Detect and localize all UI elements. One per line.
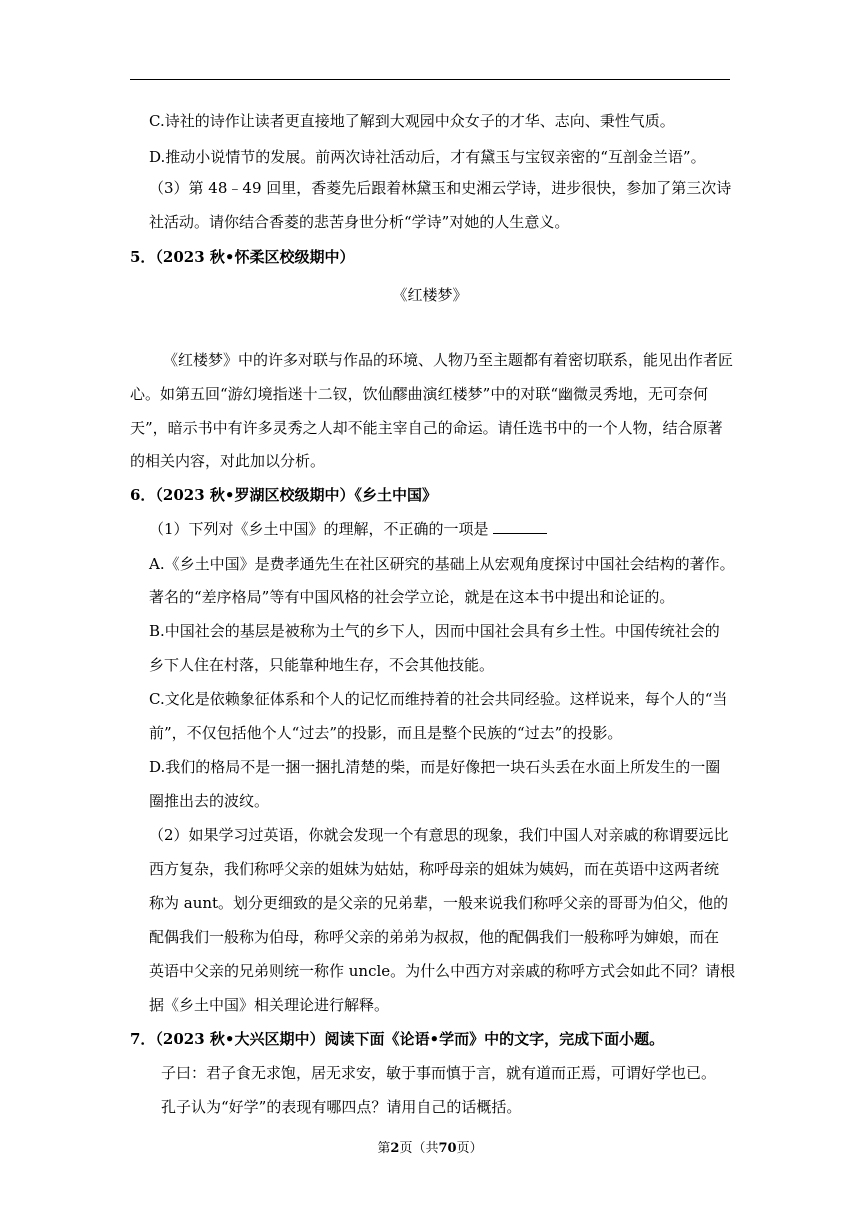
q6-option-d-line2: 圈推出去的波纹。 (149, 792, 270, 810)
q6-sub2-line5: 英语中父亲的兄弟则统一称作 uncle。为什么中西方对亲戚的称呼方式会如此不同？请根 (149, 962, 736, 980)
q4-option-c: C.诗社的诗作让读者更直接地了解到大观园中众女子的才华、志向、秉性气质。 (149, 112, 675, 130)
q7-question: 孔子认为“好学”的表现有哪四点？请用自己的话概括。 (161, 1098, 522, 1116)
q5-paragraph-line1: 《红楼梦》中的许多对联与作品的环境、人物乃至主题都有着密切联系，能见出作者匠 (163, 351, 734, 369)
footer-suffix: 页） (456, 1141, 483, 1156)
q5-paragraph-line4: 的相关内容，对此加以分析。 (130, 452, 326, 470)
total-pages: 70 (438, 1141, 457, 1156)
header-rule (130, 79, 730, 80)
footer-middle: 页（共 (399, 1141, 439, 1156)
answer-blank (493, 519, 547, 534)
q6-sub1-text: （1）下列对《乡土中国》的理解，不正确的一项是 (149, 520, 489, 538)
q6-sub2-line1: （2）如果学习过英语，你就会发现一个有意思的现象，我们中国人对亲戚的称谓要远比 (149, 826, 729, 844)
q6-sub2-line4: 配偶我们一般称为伯母，称呼父亲的弟弟为叔叔，他的配偶我们一般称呼为婶娘，而在 (149, 928, 720, 946)
q5-paragraph-line3: 天”，暗示书中有许多灵秀之人却不能主宰自己的命运。请任选书中的一个人物，结合原著 (130, 419, 723, 437)
q6-option-c-line2: 前”，不仅包括他个人“过去”的投影，而且是整个民族的“过去”的投影。 (149, 724, 623, 742)
q6-sub2-line2: 西方复杂，我们称呼父亲的姐妹为姑姑，称呼母亲的姐妹为姨妈，而在英语中这两者统 (149, 860, 720, 878)
q6-option-d-line1: D.我们的格局不是一捆一捆扎清楚的柴，而是好像把一块石头丢在水面上所发生的一圈 (149, 758, 721, 776)
q6-header: 6．（2023 秋•罗湖区校级期中）《乡土中国》 (130, 486, 437, 504)
q6-option-a-line1: A.《乡土中国》是费孝通先生在社区研究的基础上从宏观角度探讨中国社会结构的著作。 (149, 555, 735, 573)
q4-option-d: D.推动小说情节的发展。前两次诗社活动后，才有黛玉与宝钗亲密的“互剖金兰语”。 (149, 148, 706, 166)
q5-title: 《红楼梦》 (392, 286, 468, 304)
q6-sub2-line6: 据《乡土中国》相关理论进行解释。 (149, 996, 390, 1014)
q6-sub2-line3: 称为 aunt。划分更细致的是父亲的兄弟辈，一般来说我们称呼父亲的哥哥为伯父，他的 (149, 894, 729, 912)
q5-header: 5．（2023 秋•怀柔区校级期中） (130, 248, 355, 266)
q6-option-b-line2: 乡下人住在村落，只能靠种地生存，不会其他技能。 (149, 656, 495, 674)
q6-option-a-line2: 著名的“差序格局”等有中国风格的社会学立论，就是在这本书中提出和论证的。 (149, 588, 675, 606)
page-number: 2 (390, 1141, 400, 1156)
q4-sub3-line2: 社活动。请你结合香菱的悲苦身世分析“学诗”对她的人生意义。 (149, 213, 570, 231)
q6-sub1 (149, 519, 547, 539)
q6-option-b-line1: B.中国社会的基层是被称为土气的乡下人，因而中国社会具有乡土性。中国传统社会的 (149, 622, 720, 640)
q5-paragraph-line2: 心。如第五回“游幻境指迷十二钗，饮仙醪曲演红楼梦”中的对联“幽微灵秀地，无可奈何 (130, 385, 709, 403)
q6-option-c-line1: C.文化是依赖象征体系和个人的记忆而维持着的社会共同经验。这样说来，每个人的“当 (149, 690, 728, 708)
page-footer (0, 1140, 860, 1158)
q7-header: 7．（2023 秋•大兴区期中）阅读下面《论语•学而》中的文字，完成下面小题。 (130, 1030, 665, 1048)
q7-quote: 子曰：君子食无求饱，居无求安，敏于事而慎于言，就有道而正焉，可谓好学也已。 (161, 1064, 717, 1082)
q4-sub3-line1: （3）第 48﹣49 回里，香菱先后跟着林黛玉和史湘云学诗，进步很快，参加了第三次诗 (149, 179, 732, 197)
footer-prefix: 第 (377, 1141, 391, 1156)
